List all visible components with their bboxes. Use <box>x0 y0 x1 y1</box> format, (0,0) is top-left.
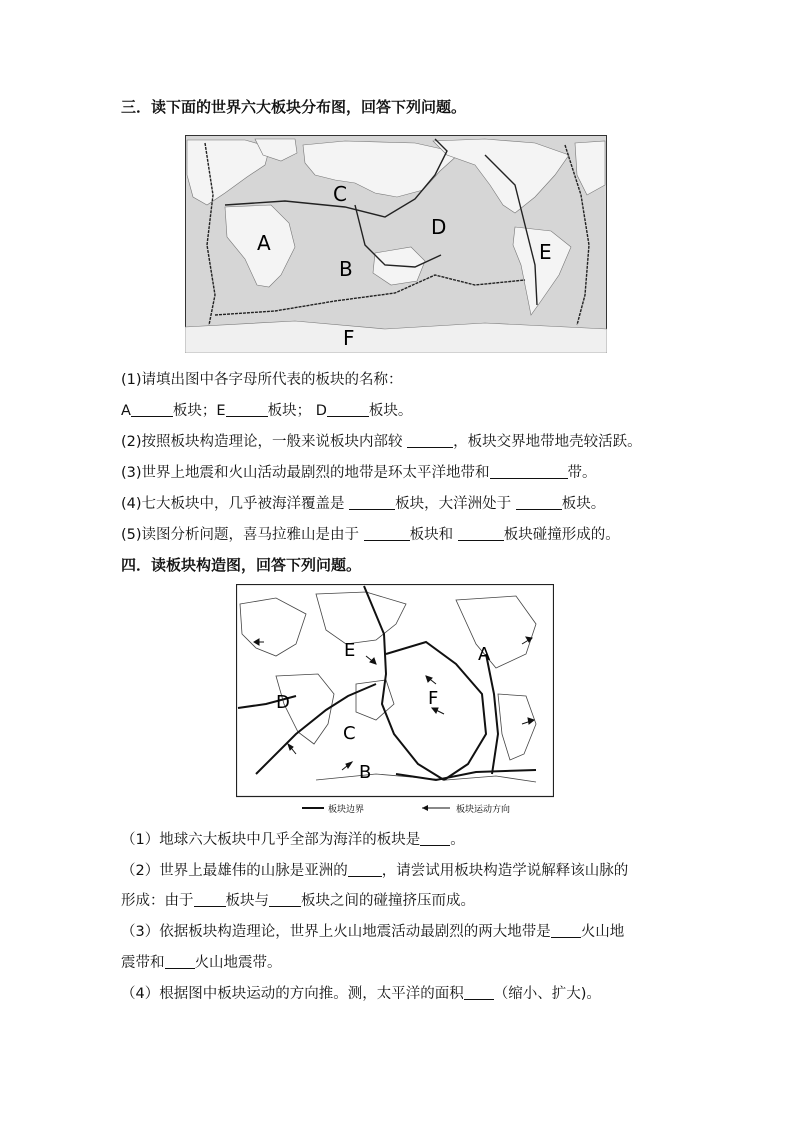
s4-q2-blank-1[interactable] <box>348 862 382 877</box>
s3-q3-text-end: 带。 <box>567 465 597 481</box>
map3-label-c: C <box>333 182 347 206</box>
s3-q2-blank[interactable] <box>407 433 453 448</box>
s4-q4-text: （4）根据图中板块运动的方向推。测，太平洋的面积 <box>121 986 464 1002</box>
s3-q5-blank-1[interactable] <box>364 526 410 541</box>
s4-q3-line1 <box>121 920 624 941</box>
s3-q1-a-label: A <box>121 403 131 419</box>
s3-q1-e-label: 板块；E <box>172 403 226 419</box>
s3-q3 <box>121 461 597 482</box>
s3-q5-text: (5)读图分析问题，喜马拉雅山是由于 <box>121 527 360 543</box>
s3-q1-answers <box>121 399 412 420</box>
map4-label-c: C <box>343 723 356 744</box>
map4-label-d: D <box>276 692 290 713</box>
s4-q3-blank-2[interactable] <box>165 954 195 969</box>
s3-q4-text-end: 板块。 <box>561 496 606 512</box>
s4-q3-blank-1[interactable] <box>551 923 581 938</box>
s3-q4-blank-1[interactable] <box>349 495 395 510</box>
s3-q1-end: 板块。 <box>368 403 413 419</box>
map4-label-a: A <box>478 644 491 665</box>
s4-q3-line2-text: 震带和 <box>121 955 165 971</box>
legend-arrow-head <box>422 805 428 811</box>
s3-q1-d-label: 板块； D <box>267 403 327 419</box>
s4-q2-line2-mid: 板块与 <box>225 893 269 909</box>
s4-q2-line2-end: 板块之间的碰撞挤压而成。 <box>301 893 475 909</box>
s4-q1-blank[interactable] <box>420 831 450 846</box>
s4-q2-line1 <box>121 859 628 880</box>
s3-q1-d-blank[interactable] <box>327 402 369 417</box>
s3-q1-a-blank[interactable] <box>131 402 173 417</box>
s4-q3-line2 <box>121 951 282 972</box>
s3-q5-blank-2[interactable] <box>458 526 504 541</box>
s4-q2-line2-text: 形成：由于 <box>121 893 194 909</box>
section3-title: 三．读下面的世界六大板块分布图，回答下列问题。 <box>121 98 467 116</box>
s3-q5-text-mid: 板块和 <box>409 527 454 543</box>
s3-q5 <box>121 523 620 544</box>
legend-boundary-label: 板块边界 <box>328 805 365 815</box>
s3-q2-text-end: ，板块交界地带地壳较活跃。 <box>453 434 642 450</box>
map4-label-e: E <box>344 640 356 661</box>
s3-q1-e-blank[interactable] <box>226 402 268 417</box>
s4-q2-blank-3[interactable] <box>269 892 301 907</box>
s4-q2-line2 <box>121 889 475 910</box>
section4-title: 四．读板块构造图，回答下列问题。 <box>121 556 362 574</box>
map3-label-d: D <box>431 215 447 239</box>
six-plates-map <box>185 135 607 353</box>
map3-label-e: E <box>539 240 552 264</box>
s4-q4-blank[interactable] <box>464 985 494 1000</box>
s4-q3-text: （3）依据板块构造理论，世界上火山地震活动最剧烈的两大地带是 <box>121 924 551 940</box>
legend-direction-label: 板块运动方向 <box>456 805 511 815</box>
s3-q3-text: (3)世界上地震和火山活动最剧烈的地带是环太平洋地带和 <box>121 465 490 481</box>
s4-q1 <box>121 828 465 849</box>
s3-q2 <box>121 430 642 451</box>
s3-q4 <box>121 492 605 513</box>
s4-q4-text-end: （缩小、扩大)。 <box>493 986 601 1002</box>
map3-label-b: B <box>339 257 353 281</box>
map3-label-a: A <box>257 231 271 255</box>
s4-q3-text-end: 火山地 <box>580 924 625 940</box>
plate-tectonics-map <box>236 584 554 816</box>
s4-q4 <box>121 982 601 1003</box>
map3-label-f: F <box>343 326 355 350</box>
s3-q5-text-end: 板块碰撞形成的。 <box>503 527 620 543</box>
s3-q4-text-mid: 板块，大洋洲处于 <box>395 496 512 512</box>
s3-q2-text: (2)按照板块构造理论，一般来说板块内部较 <box>121 434 403 450</box>
s3-q3-blank[interactable] <box>490 464 568 479</box>
s4-q2-text: （2）世界上最雄伟的山脉是亚洲的 <box>121 863 348 879</box>
s4-q2-blank-2[interactable] <box>194 892 226 907</box>
s4-q2-text-end: ，请尝试用板块构造学说解释该山脉的 <box>381 863 629 879</box>
s4-q3-line2-end: 火山地震带。 <box>194 955 282 971</box>
s3-q4-text: (4)七大板块中，几乎被海洋覆盖是 <box>121 496 345 512</box>
s3-q1-intro: (1)请填出图中各字母所代表的板块的名称： <box>121 372 403 388</box>
map4-label-f: F <box>428 688 439 709</box>
s4-q1-text: （1）地球六大板块中几乎全部为海洋的板块是 <box>121 832 421 848</box>
s4-q1-text-end: 。 <box>450 832 465 848</box>
s3-q4-blank-2[interactable] <box>516 495 562 510</box>
map4-label-b: B <box>359 762 372 783</box>
